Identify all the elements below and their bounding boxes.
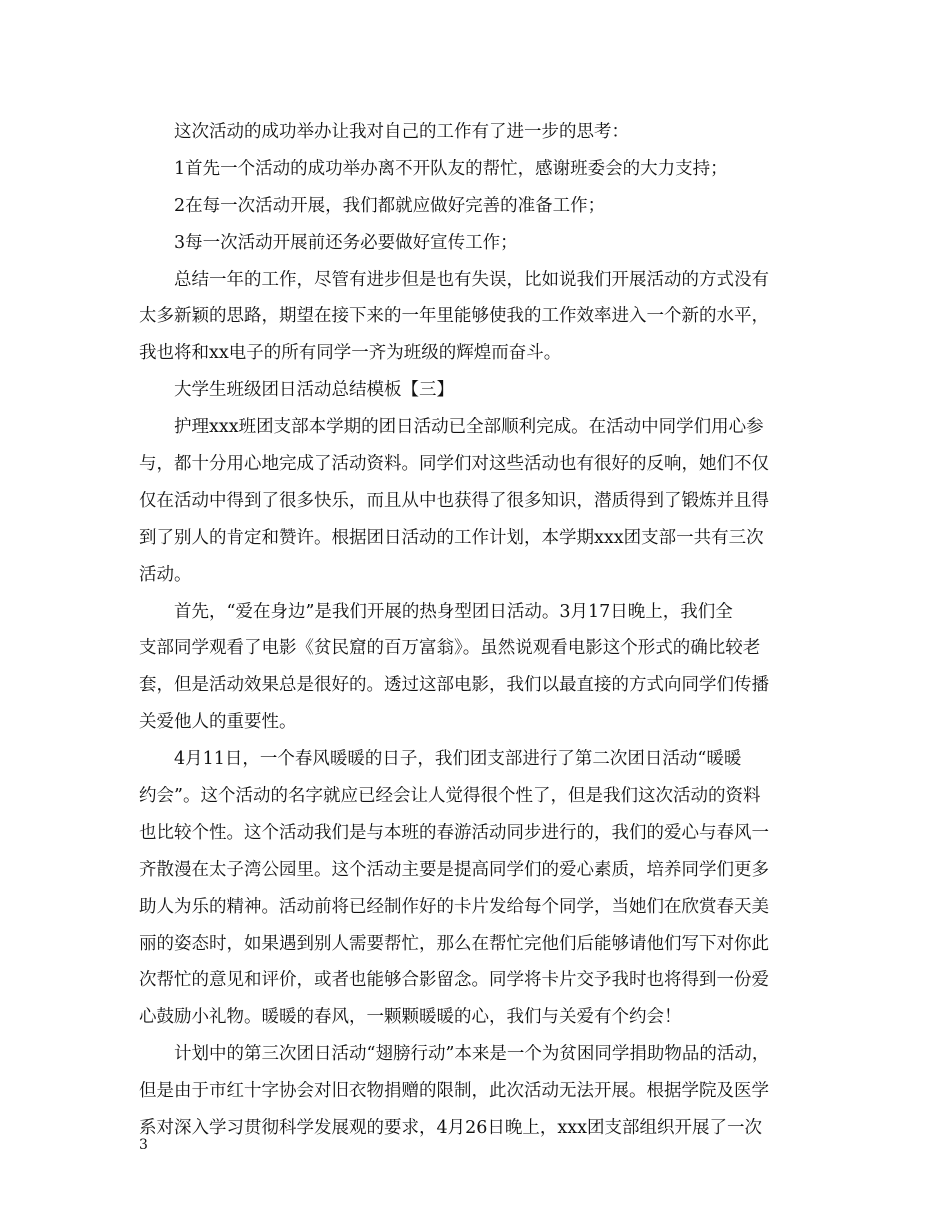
text-line: 系对深入学习贯彻科学发展观的要求，4月26日晚上，xxx团支部组织开展了一次 <box>139 1118 763 1139</box>
text-line: 约会”。这个活动的名字就应已经会让人觉得很个性了，但是我们这次活动的资料 <box>139 786 761 807</box>
text-line: 活动。 <box>139 564 192 585</box>
text-line: 太多新颖的思路，期望在接下来的一年里能够使我的工作效率进入一个新的水平， <box>139 306 769 327</box>
text-line: 总结一年的工作，尽管有进步但是也有失误，比如说我们开展活动的方式没有 <box>174 269 769 290</box>
section-heading: 大学生班级团日活动总结模板【三】 <box>174 380 454 401</box>
text-line: 关爱他人的重要性。 <box>139 712 297 733</box>
text-line: 支部同学观看了电影《贫民窟的百万富翁》。虽然说观看电影这个形式的确比较老 <box>139 638 761 659</box>
text-line: 护理xxx班团支部本学期的团日活动已全部顺利完成。在活动中同学们用心参 <box>174 417 764 438</box>
text-line: 2在每一次活动开展，我们都就应做好完善的准备工作； <box>174 195 606 216</box>
text-line: 1首先一个活动的成功举办离不开队友的帮忙，感谢班委会的大力支持； <box>174 158 728 179</box>
text-line: 到了别人的肯定和赞许。根据团日活动的工作计划，本学期xxx团支部一共有三次 <box>139 527 764 548</box>
text-line: 这次活动的成功举办让我对自己的工作有了进一步的思考： <box>174 122 629 142</box>
document-body <box>139 114 815 1147</box>
text-line: 但是由于市红十字协会对旧衣物捐赠的限制，此次活动无法开展。根据学院及医学 <box>139 1081 769 1102</box>
text-line: 套，但是活动效果总是很好的。透过这部电影，我们以最直接的方式向同学们传播 <box>139 675 769 696</box>
text-line: 与，都十分用心地完成了活动资料。同学们对这些活动也有很好的反响，她们不仅 <box>139 454 769 475</box>
text-line: 丽的姿态时，如果遇到别人需要帮忙，那么在帮忙完他们后能够请他们写下对你此 <box>139 933 769 954</box>
text-line: 也比较个性。这个活动我们是与本班的春游活动同步进行的，我们的爱心与春风一 <box>139 822 769 843</box>
text-line: 3每一次活动开展前还务必要做好宣传工作； <box>174 232 518 253</box>
text-line: 助人为乐的精神。活动前将已经制作好的卡片发给每个同学，当她们在欣赏春天美 <box>139 896 769 917</box>
text-line: 计划中的第三次团日活动“翅膀行动”本来是一个为贫困同学捐助物品的活动， <box>174 1044 770 1065</box>
text-line: 首先，“爱在身边”是我们开展的热身型团日活动。3月17日晚上，我们全 <box>174 601 733 622</box>
text-line: 仅在活动中得到了很多快乐，而且从中也获得了很多知识，潜质得到了锻炼并且得 <box>139 490 769 511</box>
text-line: 次帮忙的意见和评价，或者也能够合影留念。同学将卡片交予我时也将得到一份爱 <box>139 970 769 991</box>
text-line: 4月11日，一个春风暖暖的日子，我们团支部进行了第二次团日活动“暖暖 <box>174 749 742 770</box>
page-number: 3 <box>139 1137 148 1153</box>
text-line: 心鼓励小礼物。暖暖的春风，一颗颗暖暖的心，我们与关爱有个约会！ <box>139 1007 682 1028</box>
text-line: 齐散漫在太子湾公园里。这个活动主要是提高同学们的爱心素质，培养同学们更多 <box>139 859 769 880</box>
text-line: 我也将和xx电子的所有同学一齐为班级的辉煌而奋斗。 <box>139 343 562 364</box>
